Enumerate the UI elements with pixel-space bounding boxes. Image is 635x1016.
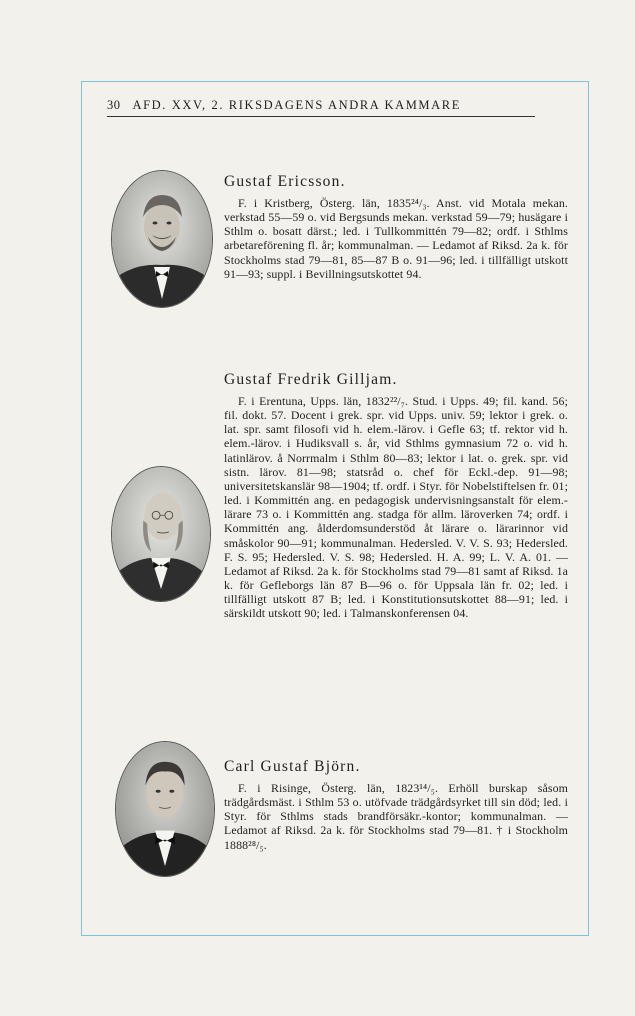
page-number: 30 xyxy=(107,98,121,112)
running-head-title: AFD. XXV, 2. RIKSDAGENS ANDRA KAMMARE xyxy=(132,98,461,112)
entry-bio: F. i Risinge, Österg. län, 1823¹⁴/₅. Erhöll burskap såsom trädgårdsmäst. i Sthlm 53 o. utöfvade trädgårdsyrket till sin död; led. i Styr. för Sthlms stads brandförsäkr.-kontor; kommunalman. — Ledamot af Riksd. 2a k. för Stockholms stad 79—81. † i Stockholm 1888²⁸/₅. xyxy=(224,781,568,852)
entry-bio: F. i Erentuna, Upps. län, 1832²²/₇. Stud. i Upps. 49; fil. kand. 56; fil. dokt. 57. Docent i grek. spr. vid Upps. univ. 59; lektor i grek. o. lat. spr. samt filosofi vid h. elem.-lärov. i Gefle 63; tf. rektor vid h. elem.-lärov. i Hudiksvall s. år, vid Sthlms gymnasium 72 o. vid h. latinlärov. å Norrmalm i Sthlm 80—83; lektor i lat. o. grek. spr. vid sistn. lärov. 81—98; statsråd o. chef för Eckl.-dep. 91—98; universitetskanslär 98—1904; tf. ordf. i Styr. för Nobelstiftelsen fr. 01; led. i Kommittén ang. en pedagogisk undervisningsanstalt för elem.-lärare 73 o. i Kommittén ang. stadga för allm. läroverken 74; ordf. i Kommittén ang. ålderdomsunderstöd åt lärare o. lärarinnor vid småskolor 90—91; kommunalman. Hedersled. V. V. S. 93; Hedersled. F. S. 95; Hedersled. V. S. 98; Hedersled. H. A. 99; L. V. A. 01. — Ledamot af Riksd. 2a k. för Stockholms stad 79—81 samt af Riksd. 1a k. för Gefleborgs län 87 B—96 o. för Uppsala län fr. 02; led. i tillfälligt utskott 87 B; led. i Konstitutionsutskottet 88—91; led. i särskildt utskott 90; led. i Talmanskonferensen 04. xyxy=(224,394,568,621)
entry-name: Gustaf Fredrik Gilljam. xyxy=(224,371,398,388)
portrait-gustaf-ericsson xyxy=(111,170,213,308)
entry-name: Carl Gustaf Björn. xyxy=(224,758,361,775)
entry-gustaf-fredrik-gilljam xyxy=(224,371,568,621)
entry-gustaf-ericsson xyxy=(224,173,568,281)
portrait-gustaf-fredrik-gilljam xyxy=(111,466,211,602)
header-rule xyxy=(107,116,535,117)
running-header xyxy=(107,98,535,113)
entry-bio: F. i Kristberg, Österg. län, 1835²⁴/₃. Anst. vid Motala mekan. verkstad 55—59 o. vid Bergsunds mekan. verkstad 59—79; husägare i Sthlm o. bosatt därst.; led. i Tullkommittén 79—82; ordf. i Sthlms arbetareförening fl. år; kommunalman. — Ledamot af Riksd. 2a k. för Stockholms stad 79—81, 85—87 B o. 91—96; led. i tillfälligt utskott 91—93; suppl. i Bevillningsutskottet 94. xyxy=(224,196,568,281)
entry-name: Gustaf Ericsson. xyxy=(224,173,346,190)
entry-carl-gustaf-bjorn xyxy=(224,758,568,852)
portrait-carl-gustaf-bjorn xyxy=(115,741,215,877)
